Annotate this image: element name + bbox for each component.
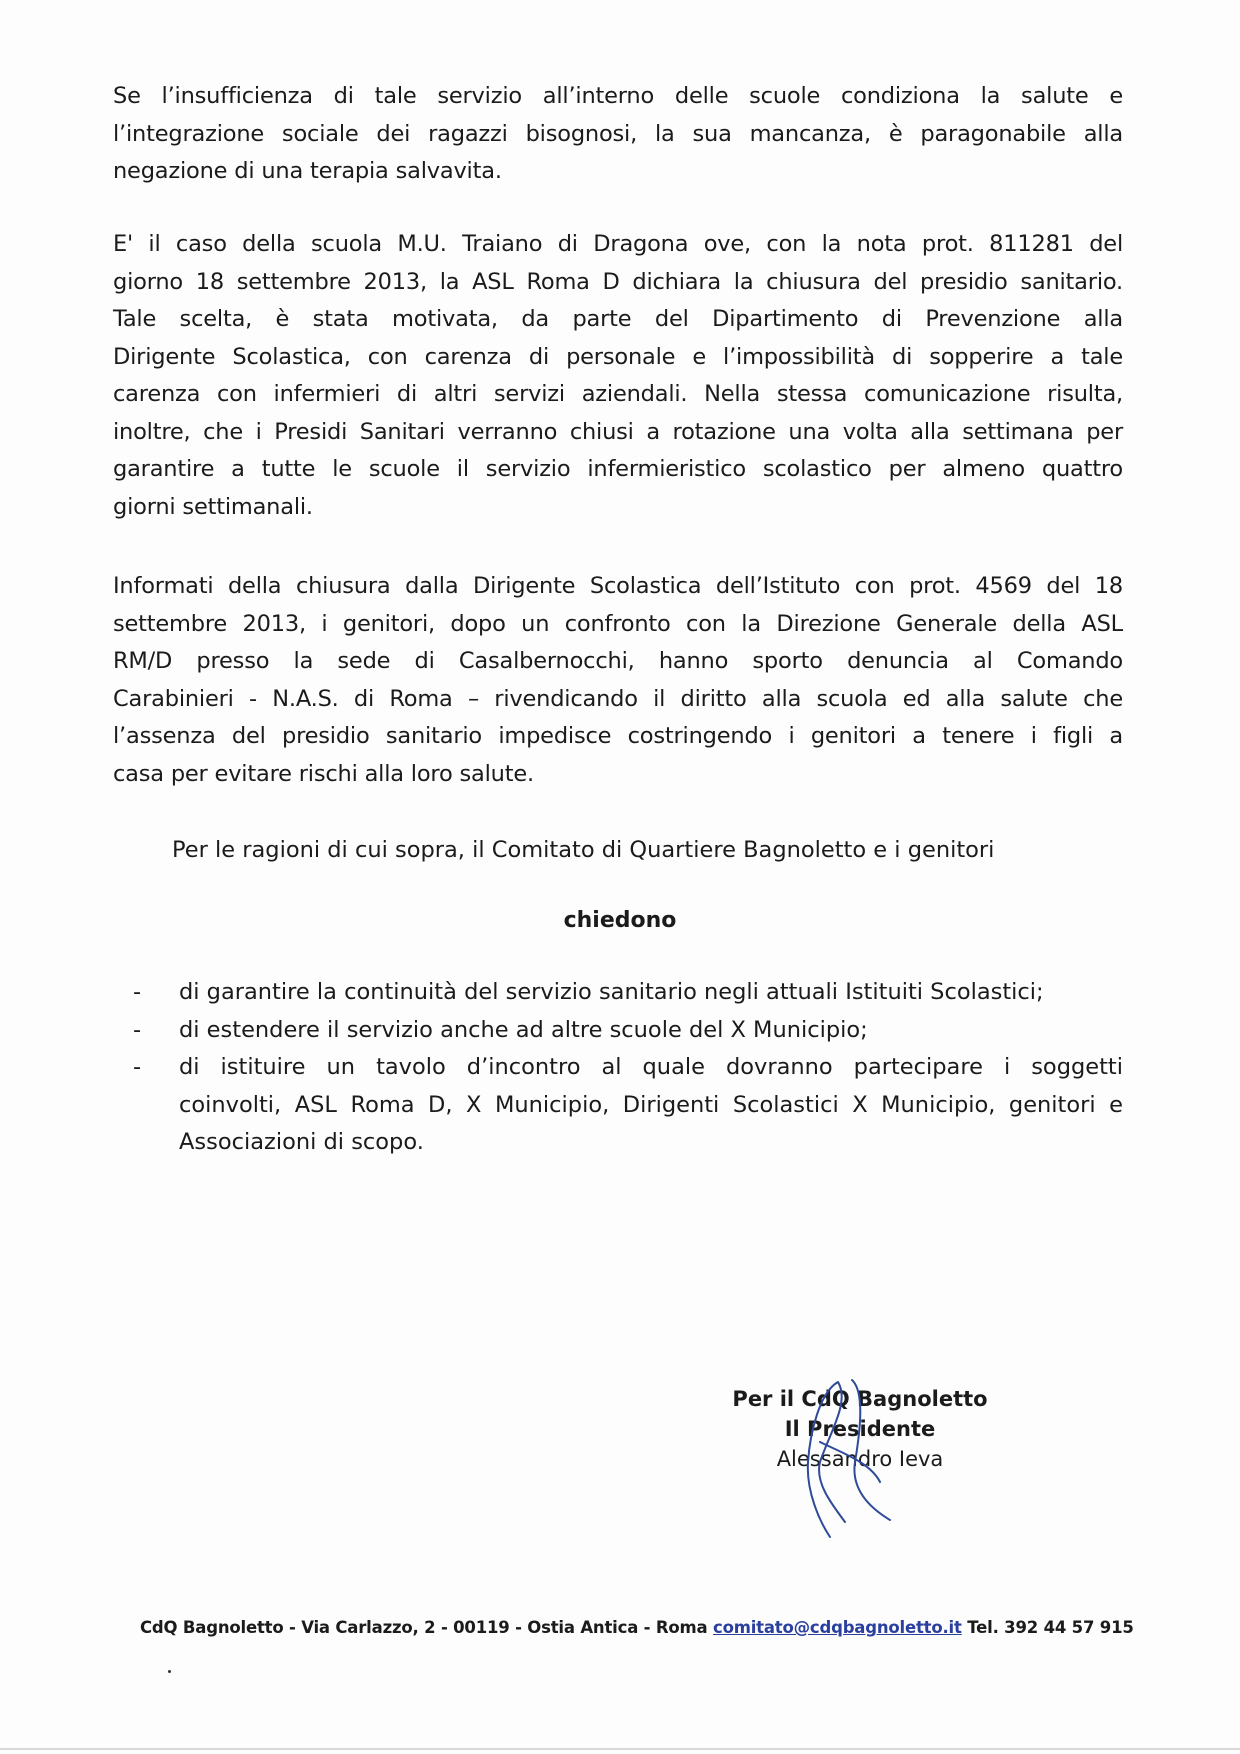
paragraph-informati xyxy=(113,568,1123,793)
text-line: Dirigente Scolastica, con carenza di personale e l’impossibilità di sopperire a tale xyxy=(113,343,1123,370)
intro-line: Per le ragioni di cui sopra, il Comitato di Quartiere Bagnoletto e i genitori xyxy=(172,837,995,863)
text-line: di istituire un tavolo d’incontro al quale dovranno partecipare i soggetti xyxy=(179,1054,1123,1080)
dash-bullet: - xyxy=(133,1016,142,1043)
text-line: coinvolti, ASL Roma D, X Municipio, Dirigenti Scolastici X Municipio, genitori e xyxy=(179,1091,1123,1118)
handwritten-signature-icon xyxy=(760,1372,920,1552)
scan-speck xyxy=(168,1670,171,1673)
request-title: chiedono xyxy=(563,908,677,933)
text-line: Se l’insufficienza di tale servizio all’interno delle scuole condiziona la salute e xyxy=(113,83,1123,109)
paragraph-caso-scuola xyxy=(113,226,1123,526)
text-line: negazione di una terapia salvavita. xyxy=(113,158,502,184)
signature-name: Alessandro Ieva xyxy=(776,1447,944,1471)
text-line: carenza con infermieri di altri servizi aziendali. Nella stessa comunicazione risulta, xyxy=(113,381,1123,407)
text-line: l’assenza del presidio sanitario impedisce costringendo i genitori a tenere i figli a xyxy=(113,723,1123,749)
text-line: giorno 18 settembre 2013, la ASL Roma D dichiara la chiusura del presidio sanitario. xyxy=(113,268,1123,295)
text-line: giorni settimanali. xyxy=(113,493,313,520)
text-line: Informati della chiusura dalla Dirigente Scolastica dell’Istituto con prot. 4569 del 18 xyxy=(113,573,1123,599)
text-line: Carabinieri - N.A.S. di Roma – rivendicando il diritto alla scuola ed alla salute che xyxy=(113,685,1123,712)
text-line: garantire a tutte le scuole il servizio infermieristico scolastico per almeno quattro xyxy=(113,456,1123,482)
text-line: di estendere il servizio anche ad altre scuole del X Municipio; xyxy=(179,1016,868,1043)
dash-bullet: - xyxy=(133,1054,142,1080)
text-line: di garantire la continuità del servizio sanitario negli attuali Istituiti Scolastici; xyxy=(179,979,1044,1005)
text-line: RM/D presso la sede di Casalbernocchi, hanno sporto denuncia al Comando xyxy=(113,648,1123,674)
list-item xyxy=(133,1049,1123,1162)
signature-role: Il Presidente xyxy=(784,1417,936,1441)
text-line: casa per evitare rischi alla loro salute. xyxy=(113,760,534,787)
signature-org: Per il CdQ Bagnoletto xyxy=(732,1387,988,1411)
text-line: settembre 2013, i genitori, dopo un confronto con la Direzione Generale della ASL xyxy=(113,610,1123,637)
paragraph-insufficienza xyxy=(113,78,1123,191)
footer-phone: Tel. 392 44 57 915 xyxy=(961,1618,1134,1637)
list-item xyxy=(133,1012,1123,1050)
text-line: Associazioni di scopo. xyxy=(179,1129,424,1155)
footer-contacts xyxy=(140,1618,1134,1637)
dash-bullet: - xyxy=(133,979,142,1005)
text-line: E' il caso della scuola M.U. Traiano di Dragona ove, con la nota prot. 811281 del xyxy=(113,231,1123,257)
list-item xyxy=(133,974,1123,1012)
footer-address: CdQ Bagnoletto - Via Carlazzo, 2 - 00119 - Ostia Antica - Roma xyxy=(140,1618,713,1637)
page-edge xyxy=(0,1748,1240,1750)
text-line: Tale scelta, è stata motivata, da parte del Dipartimento di Prevenzione alla xyxy=(113,306,1123,332)
request-list xyxy=(133,974,1123,1162)
text-line: inoltre, che i Presidi Sanitari verranno chiusi a rotazione una volta alla settimana per xyxy=(113,418,1123,445)
text-line: l’integrazione sociale dei ragazzi bisognosi, la sua mancanza, è paragonabile alla xyxy=(113,120,1123,147)
footer-email-link[interactable]: comitato@cdqbagnoletto.it xyxy=(712,1618,962,1637)
signature-block xyxy=(700,1384,1020,1474)
